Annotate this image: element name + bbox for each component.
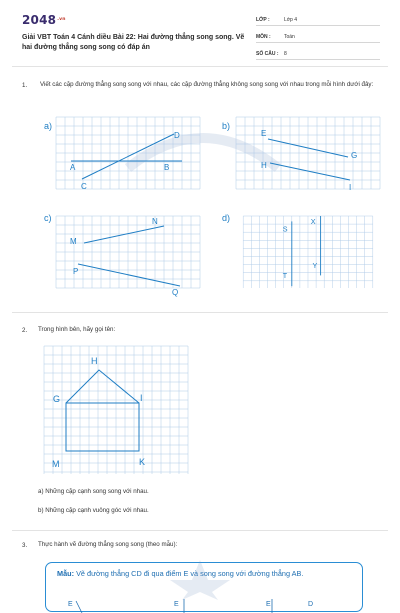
meta-table (256, 14, 380, 65)
point-label: E (174, 601, 179, 608)
figure-a-grid (56, 117, 200, 189)
figure-c-grid (56, 216, 200, 297)
figure-b-label: b) (222, 121, 231, 131)
meta-key: SỐ CÂU : (256, 51, 279, 57)
point-label: I (349, 183, 352, 192)
figure-a-label: a) (44, 121, 53, 131)
point-label: Q (172, 288, 179, 297)
question-1-text: Viết các cặp đường thẳng song song với nhau, các cặp đường thẳng không song song với nhau trong mỗi hình dưới đây: (40, 81, 374, 88)
point-label: S (282, 224, 288, 234)
point-label: A (70, 163, 76, 172)
point-label: E (266, 601, 271, 608)
point-label: D (174, 131, 180, 140)
point-label: P (73, 267, 79, 276)
question-2-text: Trong hình bên, hãy gọi tên: (38, 326, 116, 333)
grid-lines (243, 216, 373, 288)
question-2-number: 2. (22, 327, 28, 334)
figure-d-grid (236, 216, 380, 288)
point-label: E (261, 129, 267, 138)
meta-key: LỚP : (256, 17, 270, 23)
grid-lines (56, 216, 200, 288)
watermark-star-icon (160, 556, 240, 600)
point-label: M (52, 459, 60, 469)
meta-value: Lớp 4 (284, 17, 298, 23)
point-label: I (140, 393, 143, 403)
page-header (0, 0, 400, 62)
grid-lines (236, 117, 380, 189)
grid-lines (56, 117, 200, 189)
line-hi (270, 163, 350, 180)
point-label: G (351, 151, 358, 160)
meta-key: MÔN : (256, 34, 271, 40)
question-3-number: 3. (22, 542, 28, 549)
meta-value: Toán (284, 34, 295, 40)
point-label: B (164, 163, 170, 172)
question-2-part-b: b) Những cặp cạnh vuông góc với nhau. (38, 507, 149, 514)
point-label: E (68, 601, 73, 608)
point-label: C (81, 182, 87, 191)
question-1-number: 1. (22, 82, 28, 89)
point-label: H (261, 161, 267, 170)
divider (12, 312, 388, 313)
point-label: T (282, 271, 288, 281)
roof-lines (66, 370, 139, 403)
meta-row-class (256, 14, 380, 26)
point-label: Y (312, 261, 318, 271)
divider (12, 530, 388, 531)
logo-suffix: .vn (57, 17, 66, 22)
meta-row-count (256, 48, 380, 60)
page-title: Giải VBT Toán 4 Cánh diều Bài 22: Hai đường thẳng song song. Vẽ hai đường thẳng song song có đáp án (22, 34, 245, 51)
meta-row-subject (256, 31, 380, 43)
figure-d-label: d) (222, 213, 231, 223)
point-label: H (91, 356, 98, 366)
point-label: X (310, 217, 316, 227)
line-pq (78, 264, 180, 286)
question-3-text: Thực hành vẽ đường thẳng song song (theo mẫu): (38, 541, 178, 548)
point-label: D (308, 601, 314, 608)
meta-value: 8 (284, 51, 287, 57)
figure-b-grid (236, 117, 380, 192)
point-label: G (53, 394, 61, 404)
point-label: K (139, 457, 146, 467)
point-label: N (152, 217, 158, 226)
point-label: M (70, 237, 77, 246)
logo-main: 2048 (22, 13, 57, 27)
line-mn (84, 226, 164, 243)
question-2-part-a: a) Những cặp cạnh song song với nhau. (38, 488, 149, 495)
figure-house-grid (44, 346, 188, 474)
figure-c-label: c) (44, 213, 52, 223)
sample-label: Mẫu: (57, 569, 75, 578)
site-logo[interactable] (22, 13, 66, 27)
sample-instruction: Vẽ đường thẳng CD đi qua điểm E và song song với đường thẳng AB. (76, 569, 304, 578)
divider (12, 66, 388, 67)
